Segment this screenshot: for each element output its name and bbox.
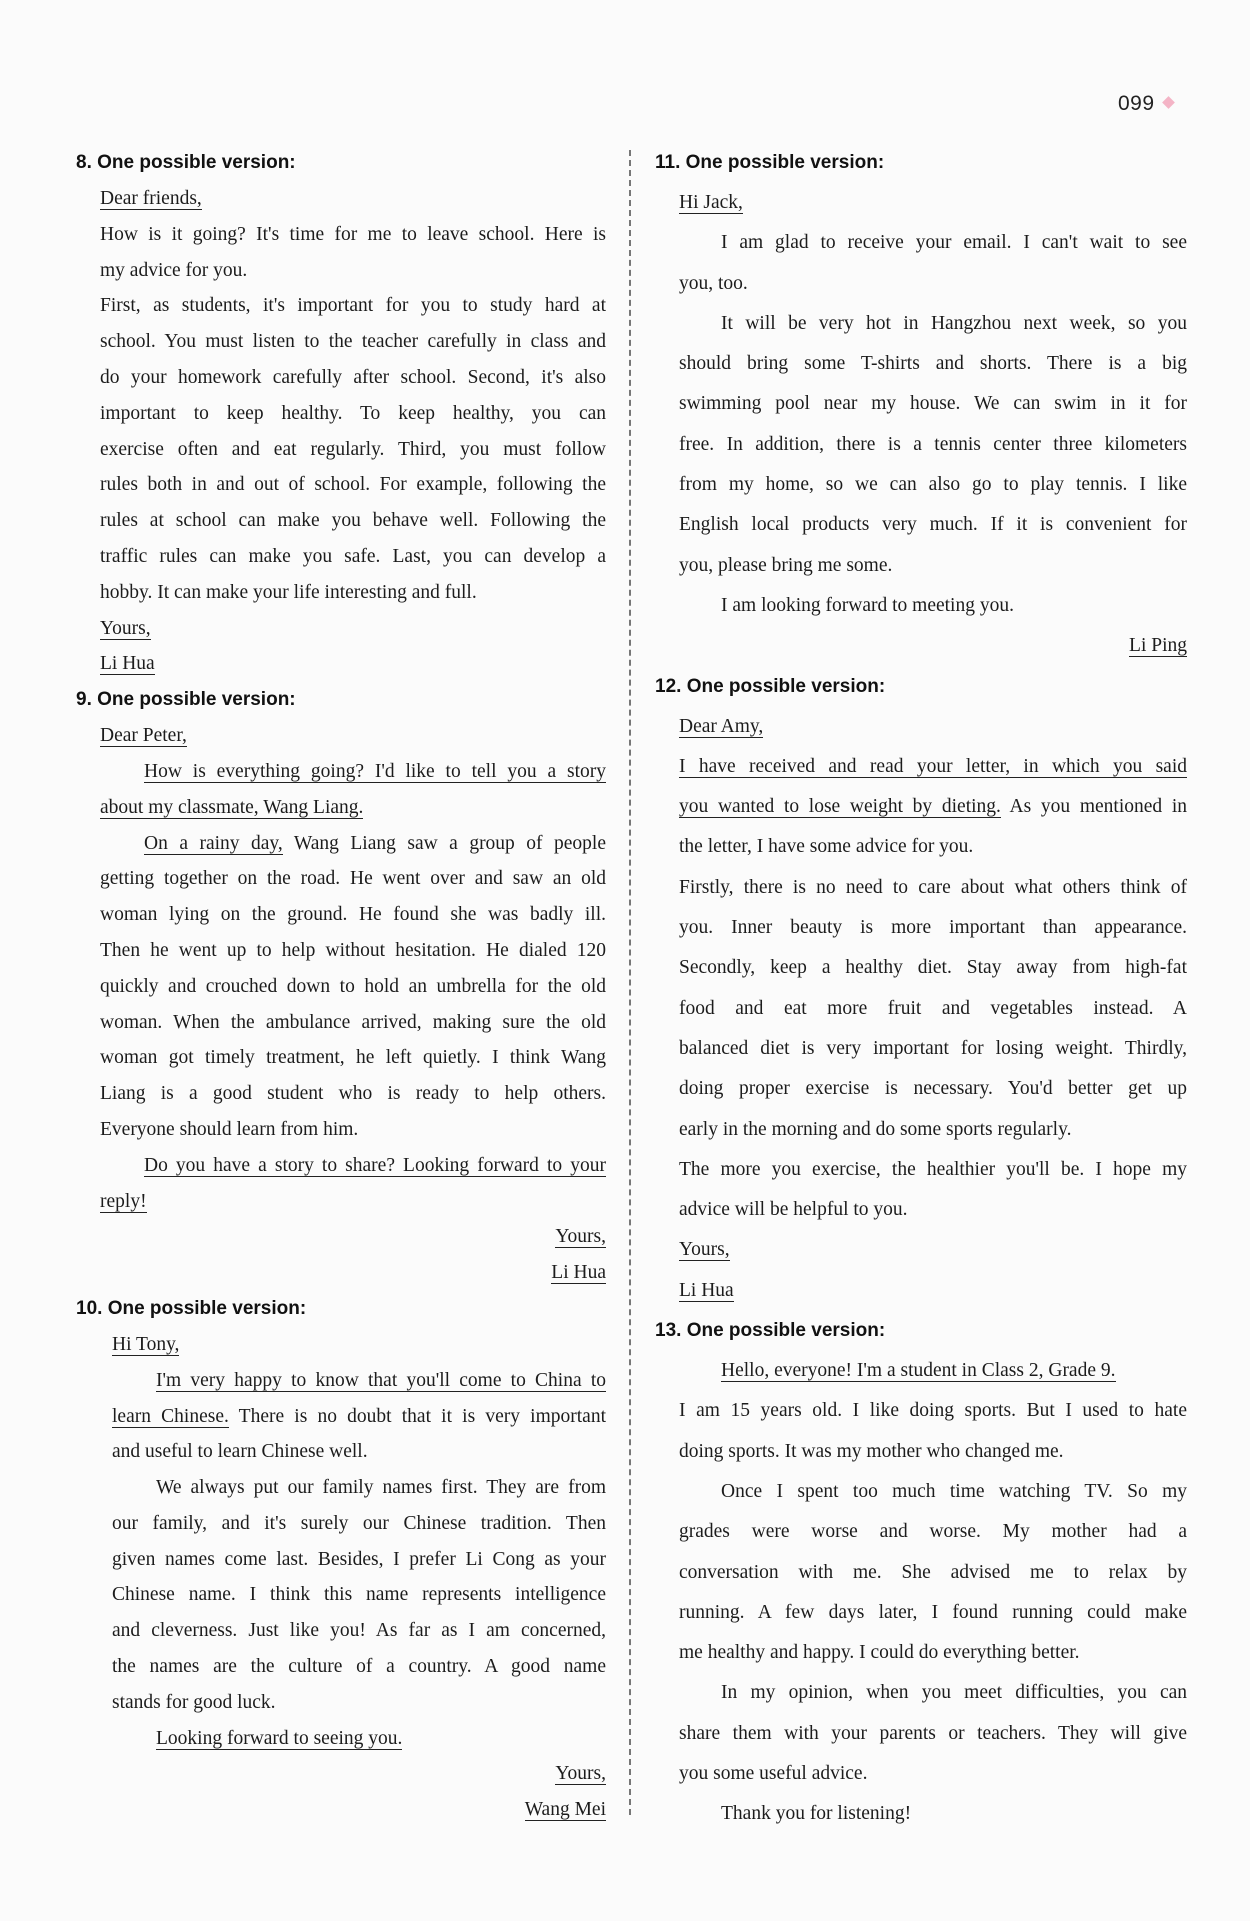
text-line: running. A few days later, I found running could make: [679, 1601, 1187, 1623]
text-line: I am looking forward to meeting you.: [721, 594, 1014, 616]
column-divider: [629, 150, 631, 1815]
text-line: my advice for you.: [100, 259, 248, 281]
answer-13-heading: 13. One possible version:: [655, 1320, 886, 1342]
answer-8-heading: 8. One possible version:: [76, 152, 296, 173]
text-line: hobby. It can make your life interesting and full.: [100, 581, 477, 603]
text-line: It will be very hot in Hangzhou next week, so you: [721, 312, 1187, 334]
text-line: rules at school can make you behave well. Following the: [100, 510, 606, 532]
text-line: food and eat more fruit and vegetables instead. A: [679, 997, 1187, 1019]
text-line: Do you have a story to share? Looking forward to your: [144, 1154, 606, 1176]
left-column: [76, 145, 606, 1828]
text-line: Looking forward to seeing you.: [156, 1727, 403, 1749]
text-line: How is it going? It's time for me to leave school. Here is: [100, 223, 606, 245]
text-line: I am 15 years old. I like doing sports. But I used to hate: [679, 1400, 1187, 1422]
text-line: you, too.: [679, 272, 748, 294]
text-line: The more you exercise, the healthier you'll be. I hope my: [679, 1158, 1187, 1180]
signature: Li Hua: [551, 1262, 606, 1284]
text-line: doing sports. It was my mother who changed me.: [679, 1440, 1064, 1462]
text-line: stands for good luck.: [112, 1691, 276, 1713]
text-line: Liang is a good student who is ready to help others.: [100, 1083, 606, 1105]
text-line: and cleverness. Just like you! As far as I am concerned,: [112, 1620, 606, 1642]
signature: Li Ping: [1129, 635, 1187, 657]
text-line: doing proper exercise is necessary. You'd better get up: [679, 1078, 1187, 1100]
text-line: Thank you for listening!: [721, 1803, 912, 1825]
closing: Yours,: [555, 1226, 606, 1248]
answer-10-heading: 10. One possible version:: [76, 1297, 307, 1319]
text-line: learn Chinese. There is no doubt that it is very important: [112, 1405, 606, 1427]
signature: Wang Mei: [524, 1799, 606, 1821]
text-line: Once I spent too much time watching TV. So my: [721, 1480, 1187, 1502]
text-line: conversation with me. She advised me to relax by: [679, 1561, 1187, 1583]
text-line: exercise often and eat regularly. Third, you must follow: [100, 438, 606, 460]
salutation: Hi Jack,: [679, 192, 743, 213]
text-line: you, please bring me some.: [679, 554, 893, 576]
salutation: Dear Peter,: [100, 725, 187, 747]
text-line: Secondly, keep a healthy diet. Stay away from high-fat: [679, 957, 1187, 979]
text-line: Hello, everyone! I'm a student in Class 2, Grade 9.: [721, 1360, 1116, 1382]
text-line: woman got timely treatment, he left quietly. I think Wang: [100, 1047, 606, 1069]
text-line: important to keep healthy. To keep healthy, you can: [100, 402, 606, 424]
text-line: quickly and crouched down to hold an umbrella for the old: [100, 975, 606, 997]
answer-11-heading: 11. One possible version:: [655, 152, 885, 173]
text-line: How is everything going? I'd like to tell you a story: [144, 760, 606, 782]
text-line: getting together on the road. He went over and saw an old: [100, 868, 606, 890]
text-line: First, as students, it's important for you to study hard at: [100, 295, 606, 317]
text-line: you wanted to lose weight by dieting. As you mentioned in: [679, 796, 1187, 818]
text-line: Everyone should learn from him.: [100, 1118, 359, 1140]
signature: Li Hua: [679, 1279, 734, 1301]
answer-13: [655, 1311, 1187, 1835]
answer-8: [76, 145, 606, 682]
text-line: me healthy and happy. I could do everything better.: [679, 1642, 1080, 1664]
answer-12-heading: 12. One possible version:: [655, 675, 886, 697]
text-line: advice will be helpful to you.: [679, 1199, 908, 1221]
text-line: Firstly, there is no need to care about what others think of: [679, 876, 1187, 898]
text-line: I have received and read your letter, in which you said: [679, 755, 1187, 777]
salutation: Hi Tony,: [112, 1333, 180, 1355]
text-line: rules both in and out of school. For example, following the: [100, 474, 606, 496]
text-line: English local products very much. If it is convenient for: [679, 514, 1187, 536]
text-line: On a rainy day, Wang Liang saw a group of people: [144, 832, 606, 854]
closing: Yours,: [679, 1239, 730, 1261]
text-line: woman lying on the ground. He found she was badly ill.: [100, 904, 606, 926]
text-line: share them with your parents or teachers. They will give: [679, 1722, 1187, 1744]
right-column: [655, 143, 1187, 1835]
text-line: the letter, I have some advice for you.: [679, 836, 974, 858]
text-line: reply!: [100, 1190, 147, 1212]
text-line: swimming pool near my house. We can swim in it for: [679, 393, 1187, 415]
text-line: Chinese name. I think this name represents intelligence: [112, 1584, 606, 1606]
text-line: about my classmate, Wang Liang.: [100, 796, 364, 818]
closing: Yours,: [100, 617, 151, 639]
page-number: 099: [1118, 92, 1173, 116]
text-line: given names come last. Besides, I prefer Li Cong as your: [112, 1548, 606, 1570]
text-line: In my opinion, when you meet difficulties, you can: [721, 1682, 1187, 1704]
text-line: our family, and it's surely our Chinese tradition. Then: [112, 1512, 606, 1534]
text-line: free. In addition, there is a tennis center three kilometers: [679, 433, 1187, 455]
text-line: should bring some T-shirts and shorts. There is a big: [679, 353, 1187, 375]
text-line: from my home, so we can also go to play tennis. I like: [679, 474, 1187, 496]
signature: Li Hua: [100, 653, 155, 675]
text-line: Then he went up to help without hesitation. He dialed 120: [100, 939, 606, 961]
text-line: traffic rules can make you safe. Last, you can develop a: [100, 545, 606, 567]
text-line: do your homework carefully after school. Second, it's also: [100, 366, 606, 388]
text-line: balanced diet is very important for losing weight. Thirdly,: [679, 1037, 1187, 1059]
answer-9-heading: 9. One possible version:: [76, 689, 296, 711]
closing: Yours,: [555, 1763, 606, 1785]
answer-12: [655, 667, 1187, 1311]
answer-10: [76, 1291, 606, 1828]
answer-9: [76, 682, 606, 1291]
text-line: woman. When the ambulance arrived, making sure the old: [100, 1011, 606, 1033]
text-line: grades were worse and worse. My mother had a: [679, 1521, 1187, 1543]
text-line: you. Inner beauty is more important than appearance.: [679, 917, 1187, 939]
answer-11: [655, 143, 1187, 667]
text-line: you some useful advice.: [679, 1762, 868, 1784]
salutation: Dear friends,: [100, 188, 202, 209]
text-line: early in the morning and do some sports regularly.: [679, 1118, 1072, 1140]
text-line: the names are the culture of a country. A good name: [112, 1656, 606, 1678]
text-line: school. You must listen to the teacher carefully in class and: [100, 331, 606, 353]
diamond-icon: [1162, 96, 1175, 109]
text-line: I'm very happy to know that you'll come to China to: [156, 1369, 606, 1391]
text-line: I am glad to receive your email. I can't wait to see: [721, 232, 1187, 254]
text-line: and useful to learn Chinese well.: [112, 1441, 368, 1463]
text-line: We always put our family names first. They are from: [156, 1477, 606, 1499]
salutation: Dear Amy,: [679, 715, 764, 737]
